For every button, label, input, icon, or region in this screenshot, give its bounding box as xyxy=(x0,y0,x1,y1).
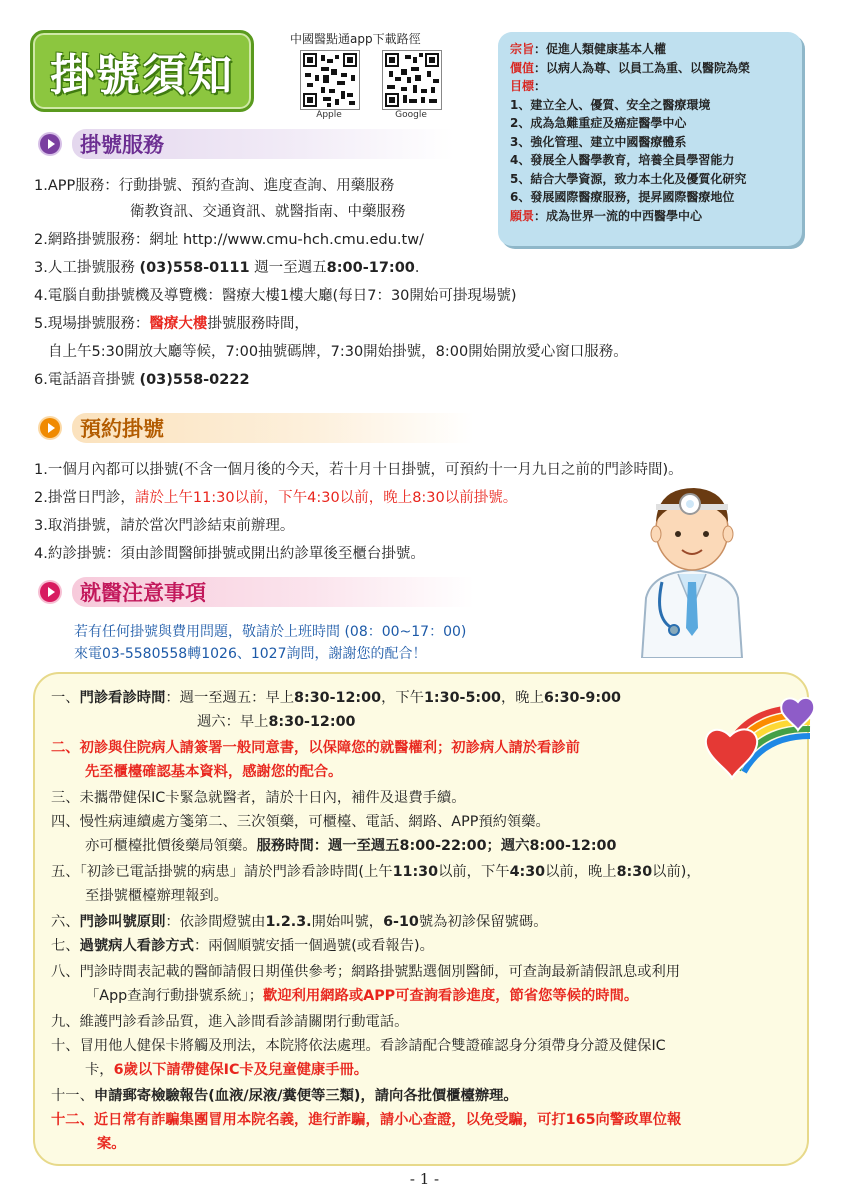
text: ：兩個順號安插一個過號(或看報告)。 xyxy=(193,938,434,954)
notice-item-8-cont xyxy=(85,986,638,1006)
text: 6-10 xyxy=(383,914,419,930)
attention-line-2: 來電03-5580558轉1026、1027詢問，謝謝您的配合！ xyxy=(74,646,427,662)
notice-item-2: 二、初診與住院病人請簽署一般同意書，以保障您的就醫權利；初診病人請於看診前 xyxy=(51,740,580,756)
goal-item: 6、發展國際醫療服務，提昇國際醫療地位 xyxy=(510,190,735,204)
doctor-illustration xyxy=(632,478,752,662)
text: 申請郵寄檢驗報告(血液/尿液/糞便等三類)，請向各批價櫃檯辦理。 xyxy=(93,1088,518,1104)
notice-item-5-cont: 至掛號櫃檯辦理報到。 xyxy=(85,888,228,904)
text: 週一至週五 xyxy=(249,260,327,276)
text: 「App查詢行動掛號系統」； xyxy=(85,988,264,1004)
title-badge xyxy=(30,30,254,112)
goal-item: 5、結合大學資源，致力本土化及優質化研究 xyxy=(510,171,747,186)
service-line-onsite-cont: 自上午5:30開放大廳等候，7:00抽號碼牌，7:30開始掛號，8:00開始開放愛心窗口服務。 xyxy=(48,344,628,360)
section-header-booking xyxy=(40,412,474,444)
goal-item: 4、發展全人醫學教育，培養全員學習能力 xyxy=(510,153,735,167)
service-line-app: 1.APP服務：行動掛號、預約查詢、進度查詢、用藥服務 xyxy=(34,178,395,194)
page-number: - 1 - xyxy=(409,1170,440,1188)
text: 亦可櫃檯批價後藥局領藥。 xyxy=(85,838,257,854)
text: 5.現場掛號服務： xyxy=(34,316,150,332)
phone: (03)558-0222 xyxy=(139,372,250,388)
booking-line-3: 3.取消掛號，請於當次門診結束前辦理。 xyxy=(34,518,295,534)
goals-colon: ： xyxy=(534,79,547,93)
text: 以前)， xyxy=(652,864,701,880)
service-line-onsite xyxy=(34,314,309,334)
section-play-icon xyxy=(40,134,60,154)
service-line-web: 2.網路掛號服務：網址 http://www.cmu-hch.cmu.edu.tw/ xyxy=(34,232,424,248)
notice-item-3: 三、未攜帶健保IC卡緊急就醫者，請於十日內，補件及退費手續。 xyxy=(51,790,466,806)
text: 以前，晚上 xyxy=(545,864,617,880)
text: ，晚上 xyxy=(501,690,544,706)
rainbow-hearts-illustration xyxy=(700,694,824,784)
section-title: 掛號服務 xyxy=(72,129,454,159)
notice-item-6 xyxy=(51,912,548,932)
building: 醫療大樓 xyxy=(149,316,208,332)
apple-qr[interactable] xyxy=(300,50,360,120)
text: 過號病人看診方式 xyxy=(79,938,194,954)
section-header-registration-service xyxy=(40,128,454,160)
hours: 8:00-17:00 xyxy=(326,260,415,276)
service-line-kiosk: 4.電腦自動掛號機及導覽機：醫療大樓1樓大廳(每日7：30開始可掛現場號) xyxy=(34,288,517,304)
deadline: 請於上午11:30以前，下午4:30以前，晚上8:30以前掛號。 xyxy=(134,490,518,506)
text: 1:30-5:00 xyxy=(423,690,502,706)
text: 8:30-12:00 xyxy=(268,714,356,730)
goals-key: 目標 xyxy=(510,79,535,93)
vision-value: ：成為世界一流的中西醫學中心 xyxy=(534,208,703,223)
section-title: 預約掛號 xyxy=(72,413,474,443)
qr-code-icon xyxy=(300,50,360,110)
text: 七、 xyxy=(51,938,80,954)
notice-item-10: 十、冒用他人健保卡將觸及刑法，本院將依法處理。看診請配合雙證確認身分須帶身分證及健保IC xyxy=(51,1038,666,1054)
text: 近日常有詐騙集團冒用本院名義，進行詐騙，請小心查證，以免受騙，可打165向警政單位報 xyxy=(93,1112,682,1128)
section-title: 就醫注意事項 xyxy=(72,577,474,607)
text: 歡迎利用網路或APP可查詢看診進度，節省您等候的時間。 xyxy=(263,988,639,1004)
text: 十一、 xyxy=(51,1088,94,1104)
service-line-voice xyxy=(34,370,250,390)
text: 開始叫號， xyxy=(311,914,384,930)
text: ：週一至週五：早上 xyxy=(165,690,295,706)
text: 門診叫號原則 xyxy=(79,914,166,930)
goal-item: 3、強化管理、建立中國醫療體系 xyxy=(510,134,687,149)
text: 週六 xyxy=(500,838,530,854)
qr-code-icon xyxy=(382,50,442,110)
text: 六、 xyxy=(51,914,80,930)
text: 8:00-22:00； xyxy=(399,838,501,854)
notice-item-1 xyxy=(51,688,621,708)
values-value: ：以病人為尊、以員工為重、以醫院為榮 xyxy=(534,60,751,75)
text: 8:30 xyxy=(616,864,653,880)
notice-item-9: 九、維護門診看診品質，進入診間看診請關閉行動電話。 xyxy=(51,1014,409,1030)
notice-item-7 xyxy=(51,936,434,956)
attention-line-1: 若有任何掛號與費用問題，敬請於上班時間 (08：00~17：00) xyxy=(74,624,467,640)
text: 6歲以下請帶健保IC卡及兒童健康手冊。 xyxy=(113,1062,369,1078)
text: ，下午 xyxy=(381,690,424,706)
section-play-icon xyxy=(40,418,60,438)
goal-item: 2、成為急難重症及癌症醫學中心 xyxy=(510,116,687,130)
notice-item-4: 四、慢性病連續處方箋第二、三次領藥，可櫃檯、電話、網路、APP預約領藥。 xyxy=(51,814,550,830)
section-play-icon xyxy=(40,582,60,602)
text: 8:30-12:00 xyxy=(294,690,382,706)
text: 號為初診保留號碼。 xyxy=(418,914,548,930)
notice-item-10-cont xyxy=(85,1060,368,1080)
page-title: 掛號須知 xyxy=(50,50,234,101)
text: ：依診間燈號由 xyxy=(165,914,266,930)
text: 十二、 xyxy=(51,1112,94,1128)
text: ． xyxy=(414,260,430,276)
notice-item-4-cont xyxy=(85,836,616,856)
text: 以前，下午 xyxy=(438,864,510,880)
text: 服務時間：週一至週五 xyxy=(256,838,400,854)
text: 掛號服務時間， xyxy=(207,316,309,332)
notice-item-12-cont: 案。 xyxy=(97,1136,126,1152)
mission-value: ：促進人類健康基本人權 xyxy=(534,42,667,56)
text: 卡， xyxy=(85,1062,114,1078)
text: 6:30-9:00 xyxy=(543,690,621,706)
service-line-app-cont: 衛教資訊、交通資訊、就醫指南、中藥服務 xyxy=(130,204,406,220)
text: 1.2.3. xyxy=(265,914,312,930)
text: 8:00-12:00 xyxy=(529,838,617,854)
booking-line-1: 1.一個月內都可以掛號(不含一個月後的今天，若十月十日掛號，可預約十一月九日之前的門診時間)。 xyxy=(34,462,683,478)
notice-item-11 xyxy=(51,1086,518,1106)
notice-item-1-cont xyxy=(197,712,356,732)
google-qr[interactable] xyxy=(382,50,442,120)
text: 週六：早上 xyxy=(197,714,269,730)
mission-key: 宗旨 xyxy=(510,42,535,56)
vision-key: 願景 xyxy=(510,208,535,223)
google-label: Google xyxy=(395,110,427,120)
mission-box xyxy=(498,32,802,246)
text: 2.掛當日門診， xyxy=(34,490,135,506)
notice-item-2-cont: 先至櫃檯確認基本資料，感謝您的配合。 xyxy=(85,764,343,780)
notice-box xyxy=(33,672,809,1166)
text: 11:30 xyxy=(392,864,439,880)
notice-item-5 xyxy=(51,862,701,882)
qr-caption: 中國醫點通app下載路徑 xyxy=(290,32,421,46)
text: 4:30 xyxy=(509,864,546,880)
text: 門診看診時間 xyxy=(79,690,166,706)
phone: (03)558-0111 xyxy=(139,260,250,276)
booking-line-4: 4.約診掛號：須由診間醫師掛號或開出約診單後至櫃台掛號。 xyxy=(34,546,425,562)
text: 6.電話語音掛號 xyxy=(34,372,140,388)
text: 一、 xyxy=(51,690,80,706)
notice-item-8: 八、門診時間表記載的醫師請假日期僅供參考；網路掛號點選個別醫師，可查詢最新請假訊息或利用 xyxy=(51,964,681,980)
text: 五、「初診已電話掛號的病患」請於門診看診時間(上午 xyxy=(51,864,393,880)
booking-line-2 xyxy=(34,488,517,508)
goal-item: 1、建立全人、優質、安全之醫療環境 xyxy=(510,97,711,112)
section-header-attention xyxy=(40,576,474,608)
apple-label: Apple xyxy=(316,110,342,120)
service-line-manual xyxy=(34,258,429,278)
values-key: 價值 xyxy=(510,60,535,75)
notice-item-12 xyxy=(51,1110,681,1130)
text: 3.人工掛號服務 xyxy=(34,260,140,276)
